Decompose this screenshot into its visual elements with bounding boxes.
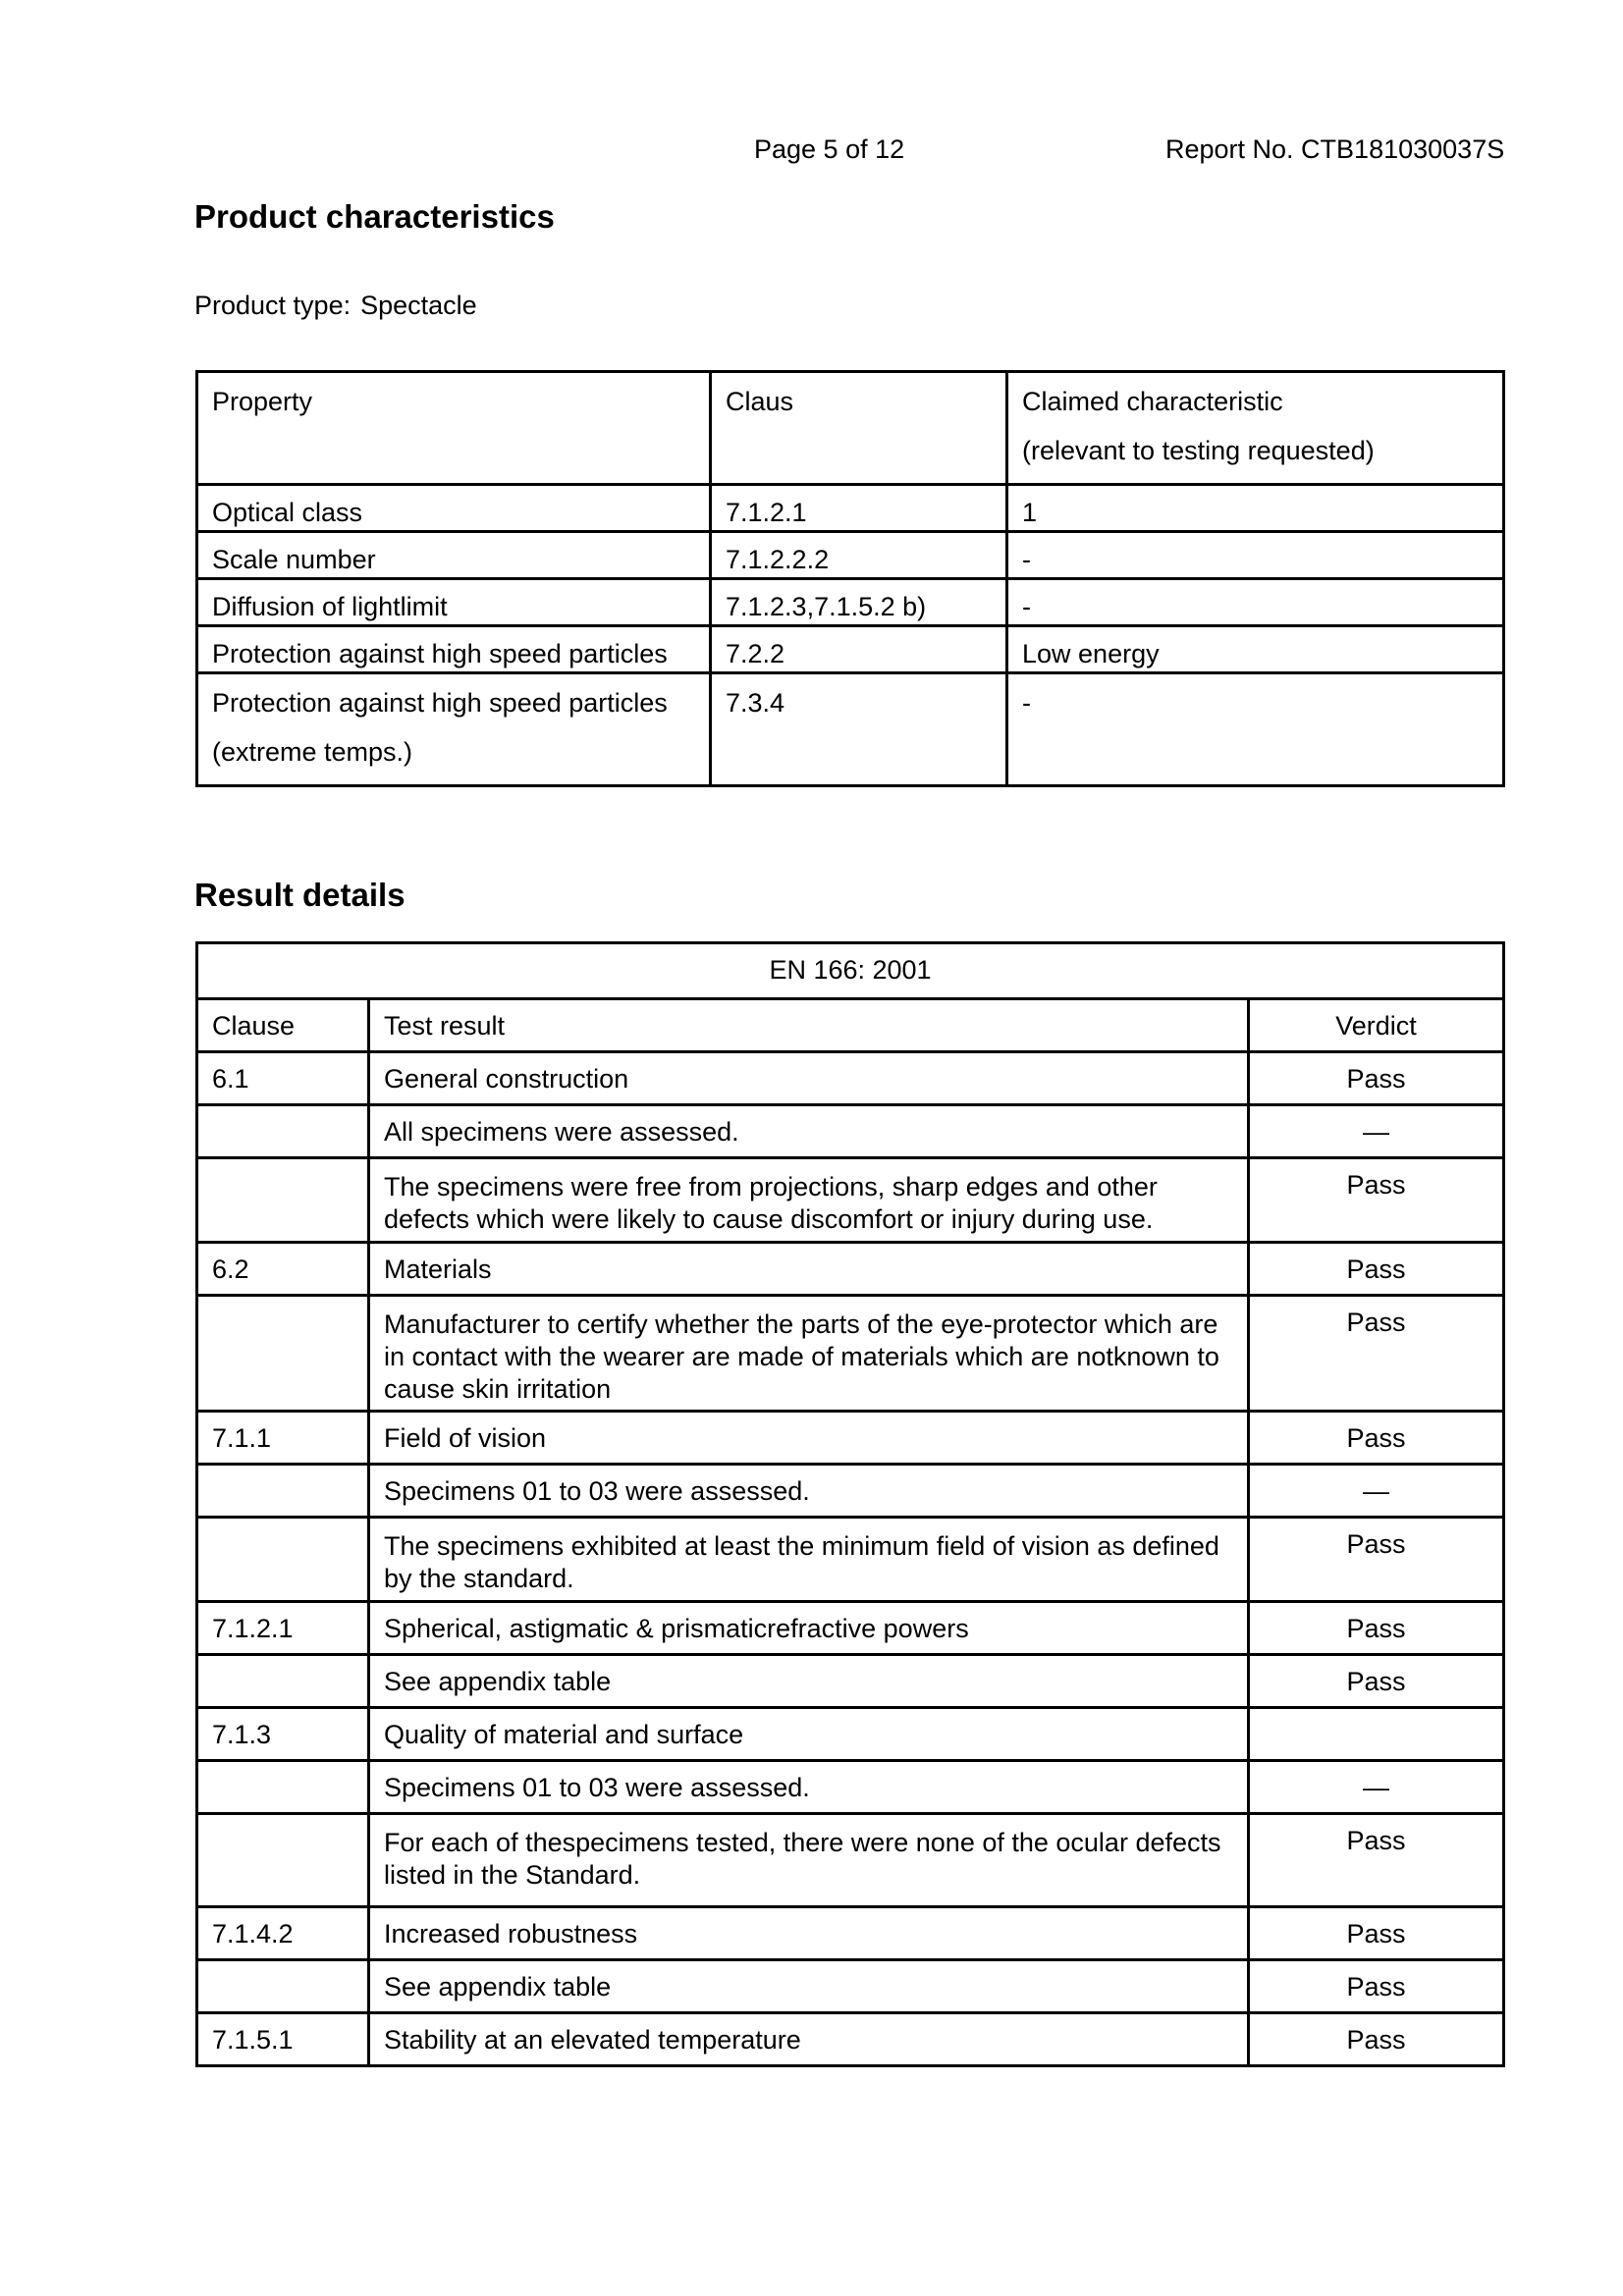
table-row [197, 2013, 1504, 2066]
table-row [197, 1655, 1504, 1708]
section-title-results: Result details [194, 877, 406, 913]
cell-test-result: Specimens 01 to 03 were assessed. [369, 1761, 1249, 1814]
table-row [197, 673, 1504, 786]
cell-test-result: Specimens 01 to 03 were assessed. [369, 1465, 1249, 1518]
table-header-row [197, 372, 1504, 485]
table-header-row [197, 999, 1504, 1052]
cell-clause [197, 1518, 369, 1602]
cell-test-result: For each of thespecimens tested, there were none of the ocular defects listed in the Standard. [369, 1814, 1249, 1907]
cell-verdict [1249, 1708, 1504, 1761]
cell-test-result: See appendix table [369, 1655, 1249, 1708]
table-row [197, 1296, 1504, 1412]
table-row [197, 626, 1504, 673]
cell-test-result: See appendix table [369, 1960, 1249, 2013]
cell-clause [197, 1960, 369, 2013]
cell-test-result: Field of vision [369, 1412, 1249, 1465]
section-title-product: Product characteristics [194, 198, 555, 235]
table-row [197, 1465, 1504, 1518]
table-row [197, 1602, 1504, 1655]
cell-test-result: Manufacturer to certify whether the parts of the eye-protector which are in contact with the wearer are made of materials which are notknown to cause skin irritation [369, 1296, 1249, 1412]
header-property: Property [197, 372, 711, 485]
cell-verdict: — [1249, 1105, 1504, 1158]
cell-verdict: Pass [1249, 1960, 1504, 2013]
table-row [197, 1412, 1504, 1465]
table-row [197, 1814, 1504, 1907]
cell-verdict: Pass [1249, 1907, 1504, 1960]
cell-property: Optical class [197, 485, 711, 532]
cell-clause: 7.1.2.1 [197, 1602, 369, 1655]
header-claimed-line1: Claimed characteristic [1022, 387, 1283, 416]
cell-verdict: Pass [1249, 1296, 1504, 1412]
cell-test-result: Increased robustness [369, 1907, 1249, 1960]
table-row [197, 1907, 1504, 1960]
cell-test-result: Materials [369, 1243, 1249, 1296]
table-row [197, 1052, 1504, 1105]
cell-test-result: Spherical, astigmatic & prismaticrefractive powers [369, 1602, 1249, 1655]
table-row [197, 579, 1504, 626]
cell-claimed: - [1007, 532, 1504, 579]
product-type-label: Product type: [194, 291, 352, 320]
cell-clause: 7.1.2.1 [711, 485, 1007, 532]
cell-property [197, 673, 711, 786]
table-row [197, 1518, 1504, 1602]
cell-test-result: All specimens were assessed. [369, 1105, 1249, 1158]
cell-verdict: — [1249, 1465, 1504, 1518]
table-row [197, 532, 1504, 579]
result-details-table [195, 941, 1505, 2067]
cell-verdict: Pass [1249, 1518, 1504, 1602]
cell-verdict: Pass [1249, 1412, 1504, 1465]
header-clause: Clause [197, 999, 369, 1052]
cell-clause [197, 1465, 369, 1518]
standard-title-row [197, 943, 1504, 999]
cell-clause: 7.1.2.2.2 [711, 532, 1007, 579]
standard-title: EN 166: 2001 [197, 943, 1504, 999]
product-type-value: Spectacle [360, 291, 477, 320]
cell-clause: 7.1.5.1 [197, 2013, 369, 2066]
table-row [197, 1105, 1504, 1158]
cell-property: Scale number [197, 532, 711, 579]
cell-claimed: 1 [1007, 485, 1504, 532]
product-characteristics-table [195, 370, 1505, 787]
page-number: Page 5 of 12 [754, 134, 905, 164]
cell-clause: 7.2.2 [711, 626, 1007, 673]
header-claimed [1007, 372, 1504, 485]
cell-clause: 6.1 [197, 1052, 369, 1105]
product-type [194, 291, 477, 321]
cell-clause: 7.1.1 [197, 1412, 369, 1465]
cell-verdict: Pass [1249, 2013, 1504, 2066]
table-row [197, 1158, 1504, 1243]
cell-clause: 7.1.3 [197, 1708, 369, 1761]
header-clause: Claus [711, 372, 1007, 485]
cell-test-result: The specimens exhibited at least the minimum field of vision as defined by the standard. [369, 1518, 1249, 1602]
cell-clause [197, 1814, 369, 1907]
cell-clause [197, 1158, 369, 1243]
cell-clause [197, 1761, 369, 1814]
header-test-result: Test result [369, 999, 1249, 1052]
cell-test-result: The specimens were free from projections, sharp edges and other defects which were likely to cause discomfort or injury during use. [369, 1158, 1249, 1243]
cell-clause [197, 1655, 369, 1708]
cell-verdict: — [1249, 1761, 1504, 1814]
cell-claimed: Low energy [1007, 626, 1504, 673]
cell-verdict: Pass [1249, 1602, 1504, 1655]
cell-claimed: - [1007, 673, 1504, 786]
cell-property-line1: Protection against high speed particles [212, 688, 668, 718]
cell-property: Protection against high speed particles [197, 626, 711, 673]
cell-clause: 7.1.2.3,7.1.5.2 b) [711, 579, 1007, 626]
cell-verdict: Pass [1249, 1052, 1504, 1105]
cell-verdict: Pass [1249, 1158, 1504, 1243]
cell-clause: 7.3.4 [711, 673, 1007, 786]
cell-verdict: Pass [1249, 1814, 1504, 1907]
cell-property: Diffusion of lightlimit [197, 579, 711, 626]
cell-test-result: Quality of material and surface [369, 1708, 1249, 1761]
report-number: Report No. CTB181030037S [1165, 134, 1505, 164]
table-row [197, 1243, 1504, 1296]
cell-test-result: General construction [369, 1052, 1249, 1105]
cell-property-line2: (extreme temps.) [212, 737, 413, 767]
header-verdict: Verdict [1249, 999, 1504, 1052]
cell-test-result: Stability at an elevated temperature [369, 2013, 1249, 2066]
cell-claimed: - [1007, 579, 1504, 626]
cell-clause [197, 1105, 369, 1158]
table-row [197, 1708, 1504, 1761]
table-row [197, 485, 1504, 532]
table-row [197, 1761, 1504, 1814]
cell-clause [197, 1296, 369, 1412]
cell-verdict: Pass [1249, 1655, 1504, 1708]
cell-clause: 7.1.4.2 [197, 1907, 369, 1960]
cell-verdict: Pass [1249, 1243, 1504, 1296]
cell-clause: 6.2 [197, 1243, 369, 1296]
header-claimed-line2: (relevant to testing requested) [1022, 436, 1375, 465]
table-row [197, 1960, 1504, 2013]
